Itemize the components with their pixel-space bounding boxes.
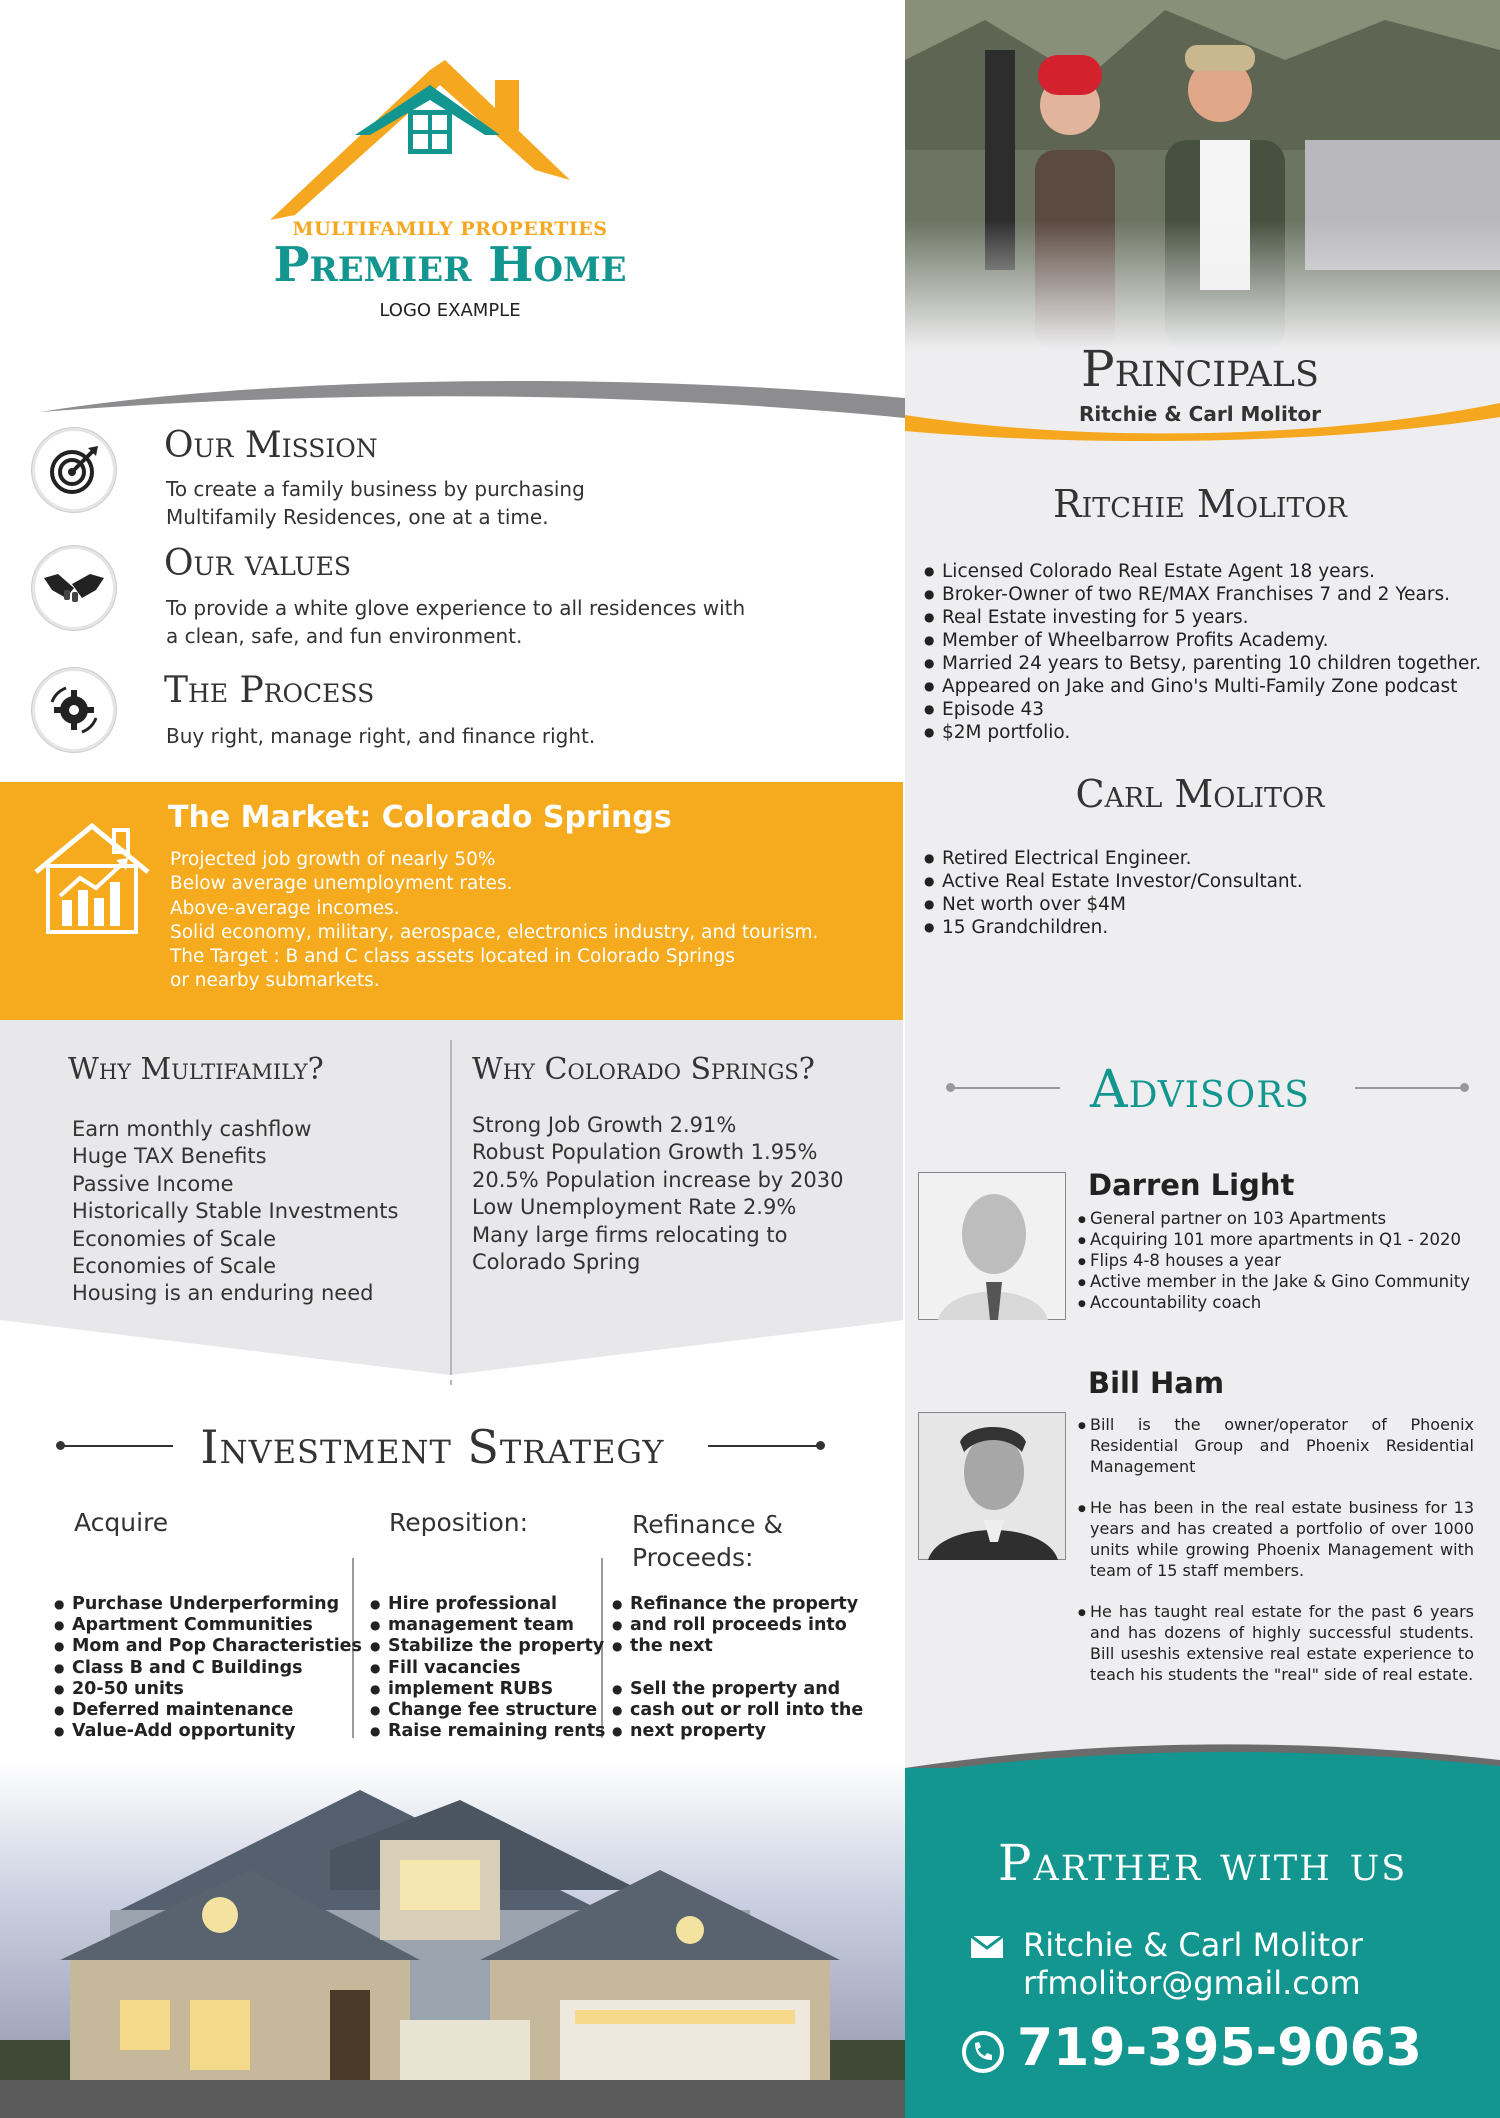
process-title: The Process [164, 670, 375, 711]
logo-name: Premier Home [273, 237, 627, 293]
handshake-icon [32, 546, 116, 630]
house-photo [0, 1760, 905, 2118]
advisors-title: Advisors [1090, 1060, 1310, 1120]
list-item: ● Net worth over $4M [924, 893, 1303, 916]
process-body [166, 722, 595, 750]
mission-body [166, 475, 585, 531]
phone-icon [961, 2030, 1005, 2074]
market-lines [170, 848, 818, 994]
reposition-heading: Reposition: [389, 1508, 529, 1537]
house-logo-icon [270, 60, 630, 220]
list-item: ● Accountability coach [1078, 1292, 1470, 1313]
list-item: Historically Stable Investments [72, 1199, 399, 1224]
bill-list [1078, 1414, 1474, 1685]
principals-title: Principals [1081, 340, 1319, 398]
darren-list [1078, 1208, 1470, 1313]
values-line-1: To provide a white glove experience to all residences with [166, 596, 746, 620]
values-line-2: a clean, safe, and fun environment. [166, 624, 523, 648]
bill-name: Bill Ham [1088, 1366, 1225, 1400]
market-title: The Market: Colorado Springs [168, 800, 672, 835]
mission-line-2: Multifamily Residences, one at a time. [166, 505, 549, 529]
list-item: Many large firms relocating to [472, 1222, 788, 1247]
bill-photo [918, 1412, 1066, 1560]
market-line: Solid economy, military, aerospace, electronics industry, and tourism. [170, 921, 819, 943]
mission-line-1: To create a family business by purchasing [166, 477, 585, 501]
list-item: ● 20-50 units [54, 1679, 362, 1700]
list-item: Huge TAX Benefits [72, 1144, 267, 1169]
list-item: ● Value-Add opportunity [54, 1721, 362, 1742]
swoosh-divider [0, 370, 905, 440]
darren-photo [918, 1172, 1066, 1320]
list-item: Economies of Scale [72, 1254, 277, 1279]
principals-photo [905, 0, 1500, 350]
carl-list [924, 847, 1303, 939]
house-chart-icon [32, 820, 152, 940]
list-item: Low Unemployment Rate 2.9% [472, 1195, 797, 1220]
list-item: 20.5% Population increase by 2030 [472, 1167, 844, 1192]
refinance-list [612, 1594, 863, 1742]
values-body [166, 594, 745, 650]
market-line: Projected job growth of nearly 50% [170, 849, 496, 870]
values-title: Our values [164, 543, 351, 584]
market-line: Below average unemployment rates. [170, 873, 513, 895]
acquire-heading: Acquire [74, 1508, 169, 1537]
why-chevron [0, 1320, 905, 1380]
partner-email[interactable]: rfmolitor@gmail.com [1023, 1964, 1361, 2002]
list-item: ● Refinance the property [612, 1594, 863, 1615]
list-item: ● Raise remaining rents [370, 1721, 605, 1742]
list-item: ● Real Estate investing for 5 years. [924, 606, 1481, 629]
why-multifamily-list [72, 1116, 398, 1308]
list-item: ● He has been in the real estate business for 13 years and has created a portfolio of over 1000 units while growing Phoenix Management with team of 15 staff members. [1078, 1497, 1474, 1581]
list-item: ● Class B and C Buildings [54, 1658, 362, 1679]
market-section [0, 782, 903, 1020]
list-item: Economies of Scale [72, 1226, 277, 1251]
acquire-list [54, 1594, 362, 1742]
list-item: ● Retired Electrical Engineer. [924, 847, 1303, 870]
list-item: ● Appeared on Jake and Gino's Multi-Family Zone podcast [924, 675, 1481, 698]
list-item: ● management team [370, 1615, 605, 1636]
list-item: Colorado Spring [472, 1250, 641, 1275]
strategy-title: Investment Strategy [200, 1420, 665, 1474]
ritchie-name: Ritchie Molitor [1052, 482, 1348, 526]
market-line: Above-average incomes. [170, 897, 400, 919]
refinance-heading: Refinance & Proceeds: [632, 1510, 783, 1572]
list-item: ● $2M portfolio. [924, 721, 1481, 744]
list-item: ● Flips 4-8 houses a year [1078, 1250, 1470, 1271]
reposition-list [370, 1594, 605, 1742]
list-item: ● the next [612, 1636, 863, 1657]
list-item: ● Mom and Pop Characteristies [54, 1636, 362, 1657]
list-item: ● Change fee structure [370, 1700, 605, 1721]
list-item: ● next property [612, 1721, 863, 1742]
list-item: ● Deferred maintenance [54, 1700, 362, 1721]
logo [230, 60, 670, 330]
list-item: Passive Income [72, 1171, 234, 1196]
list-item: ● Fill vacancies [370, 1658, 605, 1679]
market-line: The Target : B and C class assets located in Colorado Springs [170, 946, 736, 968]
list-item: ● implement RUBS [370, 1679, 605, 1700]
why-colorado-title: Why Colorado Springs? [472, 1052, 815, 1087]
list-item: ● Apartment Communities [54, 1615, 362, 1636]
mission-title: Our Mission [164, 425, 378, 466]
list-item: ● Licensed Colorado Real Estate Agent 18 years. [924, 560, 1481, 583]
list-item: Housing is an enduring need [72, 1281, 374, 1306]
gear-process-icon [32, 668, 116, 752]
logo-caption: LOGO EXAMPLE [379, 300, 521, 321]
list-item: ● Sell the property and [612, 1679, 863, 1700]
process-line-1: Buy right, manage right, and finance right. [166, 724, 596, 748]
partner-phone[interactable]: 719-395-9063 [1017, 2018, 1422, 2078]
why-colorado-list [472, 1112, 843, 1276]
list-item: ● Active member in the Jake & Gino Community [1078, 1271, 1470, 1292]
list-item: ● 15 Grandchildren. [924, 916, 1303, 939]
logo-subtitle: MULTIFAMILY PROPERTIES [292, 218, 608, 240]
ritchie-list [924, 560, 1481, 744]
list-item: ● Purchase Underperforming [54, 1594, 362, 1615]
list-item: ● Stabilize the property [370, 1636, 605, 1657]
list-item: ● cash out or roll into the [612, 1700, 863, 1721]
why-multifamily-title: Why Multifamily? [68, 1052, 324, 1087]
list-item: Earn monthly cashflow [72, 1117, 312, 1141]
list-item: Robust Population Growth 1.95% [472, 1140, 818, 1165]
darren-name: Darren Light [1088, 1168, 1295, 1202]
partner-name: Ritchie & Carl Molitor [1023, 1926, 1363, 1964]
list-item: ● Hire professional [370, 1594, 605, 1615]
list-item: ● Acquiring 101 more apartments in Q1 - 2020 [1078, 1229, 1470, 1250]
list-item: ● Member of Wheelbarrow Profits Academy. [924, 629, 1481, 652]
envelope-icon [971, 1936, 1003, 1958]
market-line: or nearby submarkets. [170, 970, 380, 992]
list-item: ● Active Real Estate Investor/Consultant. [924, 870, 1303, 893]
list-item: ● Episode 43 [924, 698, 1481, 721]
list-item: ● He has taught real estate for the past 6 years and has dozens of highly successful students. Bill useshis extensive real estate experience to teach his students the "real" side of real estate. [1078, 1601, 1474, 1685]
list-item: Strong Job Growth 2.91% [472, 1113, 737, 1137]
partner-title: Parther with us [997, 1834, 1408, 1892]
list-item: ● General partner on 103 Apartments [1078, 1208, 1470, 1229]
list-item: ● Broker-Owner of two RE/MAX Franchises 7 and 2 Years. [924, 583, 1481, 606]
list-item: ● Bill is the owner/operator of Phoenix Residential Group and Phoenix Residential Management [1078, 1414, 1474, 1477]
carl-name: Carl Molitor [1075, 772, 1325, 816]
principals-subtitle: Ritchie & Carl Molitor [1078, 402, 1322, 426]
target-icon [32, 428, 116, 512]
list-item: ● Married 24 years to Betsy, parenting 10 children together. [924, 652, 1481, 675]
list-item: ● and roll proceeds into [612, 1615, 863, 1636]
partner-section [905, 1768, 1500, 2118]
